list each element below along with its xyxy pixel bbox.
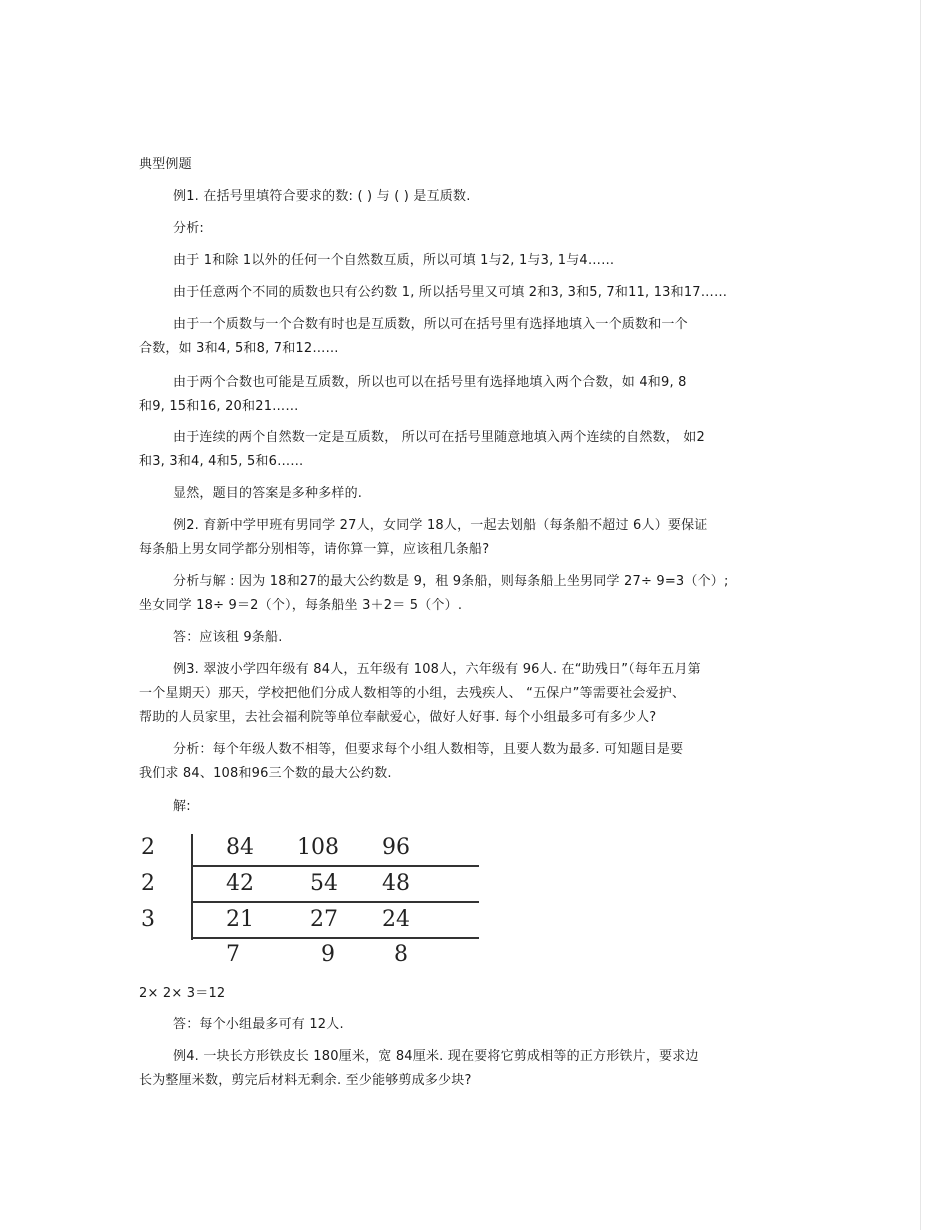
section-heading: 典型例题 <box>139 157 192 172</box>
analysis-line-2: 由于任意两个不同的质数也只有公约数 1, 所以括号里又可填 2和3, 3和5, 7和11, 13和17…… <box>173 285 728 300</box>
division-rule-2 <box>191 901 479 903</box>
divisor: 2 <box>141 871 155 896</box>
example-3-analysis-a: 分析：每个年级人数不相等，但要求每个小组人数相等，且要人数为最多. 可知题目是要 <box>173 742 684 757</box>
example-2-question-b: 每条船上男女同学都分别相等，请你算一算，应该租几条船? <box>139 542 490 557</box>
short-division-table <box>138 828 483 973</box>
division-cell: 27 <box>310 907 338 932</box>
division-cell: 108 <box>297 835 339 860</box>
division-cell: 96 <box>382 835 410 860</box>
example-2-solution-a: 分析与解 : 因为 18和27的最大公约数是 9，租 9条船，则每条船上坐男同学 27÷ 9=3（个）; <box>173 574 729 589</box>
analysis-line-5a: 由于连续的两个自然数一定是互质数， 所以可在括号里随意地填入两个连续的自然数， 如2 <box>173 430 705 445</box>
example-2-solution-b: 坐女同学 18÷ 9＝2（个），每条船坐 3＋2＝ 5（个）. <box>139 598 463 613</box>
conclusion-line: 显然，题目的答案是多种多样的. <box>173 486 363 501</box>
division-cell: 84 <box>226 835 254 860</box>
analysis-line-3a: 由于一个质数与一个合数有时也是互质数，所以可在括号里有选择地填入一个质数和一个 <box>173 317 688 332</box>
page-edge-divider <box>920 0 921 1230</box>
example-4-question-b: 长为整厘米数，剪完后材料无剩余. 至少能够剪成多少块? <box>139 1073 472 1088</box>
example-2-question-a: 例2. 育新中学甲班有男同学 27人，女同学 18人，一起去划船（每条船不超过 6人）要保证 <box>173 518 708 533</box>
analysis-label: 分析: <box>173 221 204 236</box>
division-quotient: 8 <box>394 942 408 967</box>
example-1-question: 例1. 在括号里填符合要求的数: ( ) 与 ( ) 是互质数. <box>173 189 471 204</box>
product-result: 2× 2× 3＝12 <box>139 986 226 1001</box>
example-3-question-b: 一个星期天）那天，学校把他们分成人数相等的小组，去残疾人、 “五保户”等需要社会爱护、 <box>139 686 686 701</box>
division-cell: 21 <box>226 907 254 932</box>
divisor: 3 <box>141 907 155 932</box>
division-cell: 48 <box>382 871 410 896</box>
example-3-analysis-b: 我们求 84、108和96三个数的最大公约数. <box>139 766 392 781</box>
division-vertical-rule <box>191 834 193 940</box>
division-cell: 24 <box>382 907 410 932</box>
division-cell: 54 <box>310 871 338 896</box>
example-3-question-c: 帮助的人员家里，去社会福利院等单位奉献爱心，做好人好事. 每个小组最多可有多少人? <box>139 710 657 725</box>
analysis-line-3b: 合数，如 3和4, 5和8, 7和12…… <box>139 341 339 356</box>
solution-label: 解: <box>173 799 191 814</box>
example-4-question-a: 例4. 一块长方形铁皮长 180厘米，宽 84厘米. 现在要将它剪成相等的正方形铁片，要求边 <box>173 1049 699 1064</box>
analysis-line-4b: 和9, 15和16, 20和21…… <box>139 399 299 414</box>
division-rule-1 <box>191 865 479 867</box>
division-cell: 42 <box>226 871 254 896</box>
analysis-line-5b: 和3, 3和4, 4和5, 5和6…… <box>139 454 304 469</box>
divisor: 2 <box>141 835 155 860</box>
analysis-line-1: 由于 1和除 1以外的任何一个自然数互质，所以可填 1与2, 1与3, 1与4…… <box>173 253 615 268</box>
example-2-answer: 答：应该租 9条船. <box>173 630 283 645</box>
analysis-line-4a: 由于两个合数也可能是互质数，所以也可以在括号里有选择地填入两个合数，如 4和9, 8 <box>173 375 687 390</box>
division-quotient: 9 <box>321 942 335 967</box>
example-3-answer: 答：每个小组最多可有 12人. <box>173 1017 344 1032</box>
example-3-question-a: 例3. 翠波小学四年级有 84人，五年级有 108人，六年级有 96人. 在“助残日”（每年五月第 <box>173 662 701 677</box>
division-rule-3 <box>191 937 479 939</box>
division-quotient: 7 <box>226 942 240 967</box>
